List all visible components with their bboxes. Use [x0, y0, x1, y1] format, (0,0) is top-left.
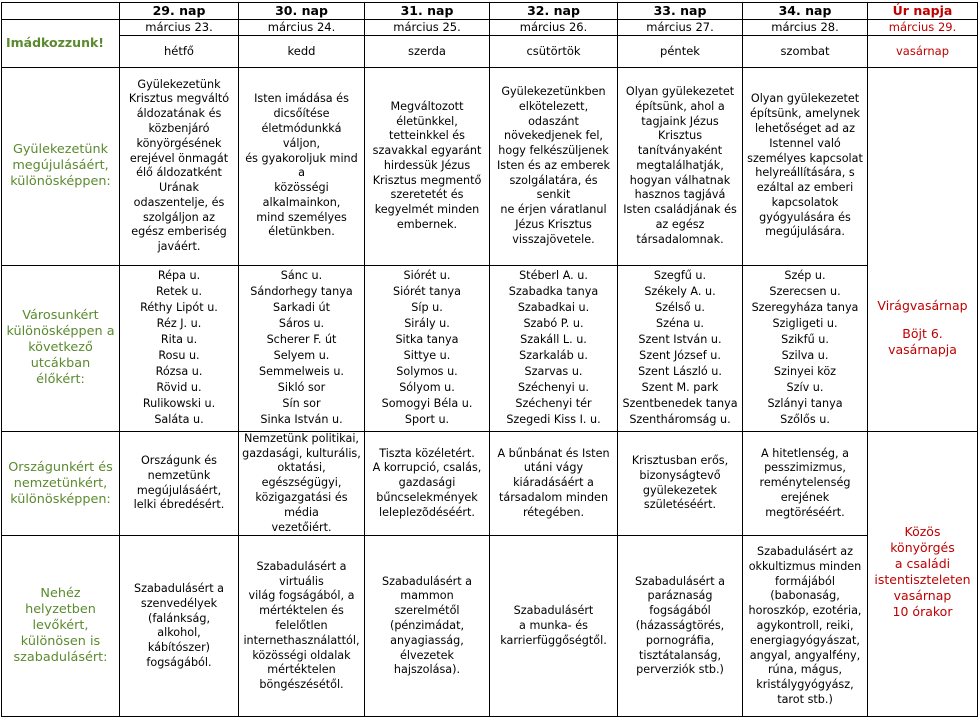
- day-name-30: 30. nap: [239, 3, 365, 20]
- deliverance-cell: Szabadulásért a paráznaság fogságából (házasságtörés, pornográfia, tisztátalanság, perverziók stb.): [618, 536, 743, 717]
- sunday-weekday: vasárnap: [868, 35, 978, 67]
- street-item: Szerecsen u.: [769, 285, 841, 299]
- street-item: Szilva u.: [781, 349, 829, 363]
- date-31: március 25.: [365, 20, 490, 36]
- street-item: Sittye u.: [403, 349, 451, 363]
- sunday-date: március 29.: [868, 20, 978, 36]
- day-name-29: 29. nap: [120, 3, 239, 20]
- weekday-32: csütörtök: [490, 35, 618, 67]
- congregation-row: [2, 67, 978, 265]
- street-item: Sándorhegy tanya: [250, 285, 353, 299]
- nation-label: Országunkért és nemzetünkért, különösképpen:: [2, 431, 120, 536]
- street-item: Szarkaláb u.: [519, 349, 588, 363]
- street-item: Szív u.: [786, 381, 824, 395]
- date-row: [2, 20, 978, 36]
- street-item: Szőlős u.: [780, 413, 830, 427]
- street-item: Siórét tanya: [392, 285, 462, 299]
- street-item: Retek u.: [155, 285, 203, 299]
- street-item: Szent László u.: [638, 365, 722, 379]
- nation-cell: Krisztusban erős, bizonyságtevő gyülekezetek születéséért.: [618, 431, 743, 536]
- day-name-33: 33. nap: [618, 3, 743, 20]
- street-item: Somogyi Béla u.: [381, 397, 473, 411]
- city-row: [2, 265, 978, 431]
- street-item: Szegedi Kiss I. u.: [506, 413, 601, 427]
- street-item: Saláta u.: [154, 413, 204, 427]
- street-item: Rosu u.: [158, 349, 200, 363]
- deliverance-row: [2, 536, 978, 717]
- street-item: Szent M. park: [641, 381, 719, 395]
- streets-cell: [618, 265, 743, 431]
- street-item: Szeregyháza tanya: [751, 301, 859, 315]
- street-item: Széna u.: [655, 317, 704, 331]
- city-label: Városunkért különösképpen a következő utcákban élőkért:: [2, 265, 120, 431]
- street-item: Rózsa u.: [155, 365, 203, 379]
- day-name-32: 32. nap: [490, 3, 618, 20]
- street-item: Scherer F. út: [266, 333, 337, 347]
- weekday-30: kedd: [239, 35, 365, 67]
- nation-row: [2, 431, 978, 536]
- street-item: Szabadka tanya: [508, 285, 599, 299]
- date-33: március 27.: [618, 20, 743, 36]
- street-item: Szent József u.: [639, 349, 721, 363]
- street-item: Sarkadi út: [273, 301, 330, 315]
- street-item: Szegfű u.: [653, 269, 707, 283]
- nation-cell: Országunk és nemzetünk megújulásáért, lelki ébredésért.: [120, 431, 239, 536]
- weekday-29: hétfő: [120, 35, 239, 67]
- deliverance-cell: Szabadulásért a mammon szerelmétől (pénzimádat, anyagiasság, élvezetek hajszolása).: [365, 536, 490, 717]
- deliverance-cell: Szabadulásért az okkultizmus minden formájából (babonaság, horoszkóp, ezotéria, agykontroll, reiki, energiagyógyászat, angyal, angyalfény, rúna, mágus, kristálygyógyász, tarot stb.): [743, 536, 868, 717]
- date-30: március 24.: [239, 20, 365, 36]
- street-item: Rulikowski u.: [142, 397, 216, 411]
- street-item: Sport u.: [404, 413, 450, 427]
- weekday-31: szerda: [365, 35, 490, 67]
- day-name-34: 34. nap: [743, 3, 868, 20]
- street-item: Szigligeti u.: [772, 317, 838, 331]
- street-item: Széchenyi tér: [515, 397, 592, 411]
- congregation-label: Gyülekezetünk megújulásáért, különösképpen:: [2, 67, 120, 265]
- street-item: Sánc u.: [280, 269, 323, 283]
- street-item: Szabó P. u.: [523, 317, 584, 331]
- date-29: március 23.: [120, 20, 239, 36]
- palm-sunday-note: Virágvasárnap: [877, 297, 968, 313]
- common-prayer-note: Közös könyörgés a családi istentiszteleten vasárnap 10 órakor: [874, 524, 971, 620]
- street-item: Szikfű u.: [781, 333, 829, 347]
- street-item: Sirály u.: [404, 317, 450, 331]
- deliverance-cell: Szabadulásért a munka- és karrierfüggőségtől.: [490, 536, 618, 717]
- date-32: március 26.: [490, 20, 618, 36]
- street-item: Répa u.: [157, 269, 201, 283]
- nation-cell: A hitetlenség, a pesszimizmus, reménytelenség erejének megtöréséért.: [743, 431, 868, 536]
- sunday-name: Úr napja: [868, 3, 978, 20]
- streets-cell: [743, 265, 868, 431]
- congregation-cell: Isten imádása és dicsőítése életmódunkká váljon, és gyakoroljuk mind a közösségi alkalmainkon, mind személyes életünkben.: [239, 67, 365, 265]
- sunday-note-cell-2: [868, 431, 978, 717]
- nation-cell: Nemzetünk politikai, gazdasági, kulturális, oktatási, egészségügyi, közigazgatási és média vezetőiért.: [239, 431, 365, 536]
- street-item: Szabadkai u.: [517, 301, 590, 315]
- weekday-row: [2, 35, 978, 67]
- street-item: Sín sor: [282, 397, 321, 411]
- street-item: Sáros u.: [278, 317, 325, 331]
- street-item: Réthy Lipót u.: [140, 301, 218, 315]
- street-item: Szakáll L. u.: [520, 333, 587, 347]
- street-item: Síp u.: [411, 301, 443, 315]
- lent-sunday-note: Böjt 6. vasárnapja: [888, 325, 957, 357]
- corner-cell: [2, 3, 120, 20]
- streets-cell: [239, 265, 365, 431]
- congregation-cell: Olyan gyülekezetet építsünk, ahol a tagjaink Jézus Krisztus tanítványaként megtalálhatják, hogyan válhatnak hasznos tagjává Isten családjának és az egész társadalomnak.: [618, 67, 743, 265]
- deliverance-label: Nehéz helyzetben levőkért, különösen is szabadulásért:: [2, 536, 120, 717]
- street-item: Szent István u.: [638, 333, 722, 347]
- street-item: Szélső u.: [655, 301, 705, 315]
- street-item: Szarvas u.: [524, 365, 583, 379]
- street-item: Szinyei köz: [773, 365, 837, 379]
- nation-cell: Tiszta közéletért. A korrupció, csalás, gazdasági bűncselekmények leleplezõdéséért.: [365, 431, 490, 536]
- streets-cell: [120, 265, 239, 431]
- street-item: Szlányi tanya: [767, 397, 843, 411]
- day-name-31: 31. nap: [365, 3, 490, 20]
- street-item: Szentháromság u.: [629, 413, 731, 427]
- street-item: Siórét u.: [403, 269, 451, 283]
- weekday-34: szombat: [743, 35, 868, 67]
- streets-cell: [365, 265, 490, 431]
- street-item: Réz J. u.: [156, 317, 202, 331]
- street-item: Széchenyi u.: [517, 381, 589, 395]
- nation-cell: A bűnbánat és Isten utáni vágy kiáradásáért a társadalom minden rétegében.: [490, 431, 618, 536]
- sunday-note-cell-1: [868, 67, 978, 431]
- street-item: Sitka tanya: [395, 333, 459, 347]
- prayer-schedule-table: [1, 2, 978, 717]
- street-item: Selyem u.: [273, 349, 330, 363]
- weekday-33: péntek: [618, 35, 743, 67]
- date-34: március 28.: [743, 20, 868, 36]
- day-header-row: [2, 3, 978, 20]
- street-item: Stéberl A. u.: [519, 269, 588, 283]
- street-item: Székely A. u.: [644, 285, 716, 299]
- street-item: Szép u.: [784, 269, 826, 283]
- street-item: Szentbenedek tanya: [622, 397, 738, 411]
- streets-cell: [490, 265, 618, 431]
- pray-label: Imádkozzunk!: [2, 20, 120, 68]
- congregation-cell: Olyan gyülekezetet építsünk, amelynek lehetőséget ad az Istennel való személyes kapcsolat helyreállítására, s ezáltal az emberi kapcsolatok gyógyulására és megújulására.: [743, 67, 868, 265]
- street-item: Rövid u.: [156, 381, 202, 395]
- street-item: Sinka István u.: [260, 413, 343, 427]
- deliverance-cell: Szabadulásért a szenvedélyek (falánkság, alkohol, kábítószer) fogságából.: [120, 536, 239, 717]
- congregation-cell: Gyülekezetünk Krisztus megváltó áldozatának és közbenjáró könyörgésének erejével önmagát élő áldozatként Urának odaszentelje, és szolgáljon az egész emberiség javáért.: [120, 67, 239, 265]
- congregation-cell: Megváltozott életünkkel, tetteinkkel és szavakkal egyaránt hirdessük Jézus Krisztus megmentő szeretetét és kegyelmét minden embernek.: [365, 67, 490, 265]
- street-item: Sólyom u.: [399, 381, 455, 395]
- street-item: Sikló sor: [277, 381, 326, 395]
- street-item: Solymos u.: [396, 365, 458, 379]
- street-item: Rita u.: [160, 333, 198, 347]
- deliverance-cell: Szabadulásért a virtuális világ fogságából, a mértéktelen és felelőtlen internethasználattól, közösségi oldalak mértéktelen böngészésétől.: [239, 536, 365, 717]
- congregation-cell: Gyülekezetünkben elkötelezett, odaszánt növekedjenek fel, hogy felkészüljenek Isten és az emberek szolgálatára, és senkit ne érjen váratlanul Jézus Krisztus visszajövetele.: [490, 67, 618, 265]
- street-item: Semmelweis u.: [259, 365, 344, 379]
